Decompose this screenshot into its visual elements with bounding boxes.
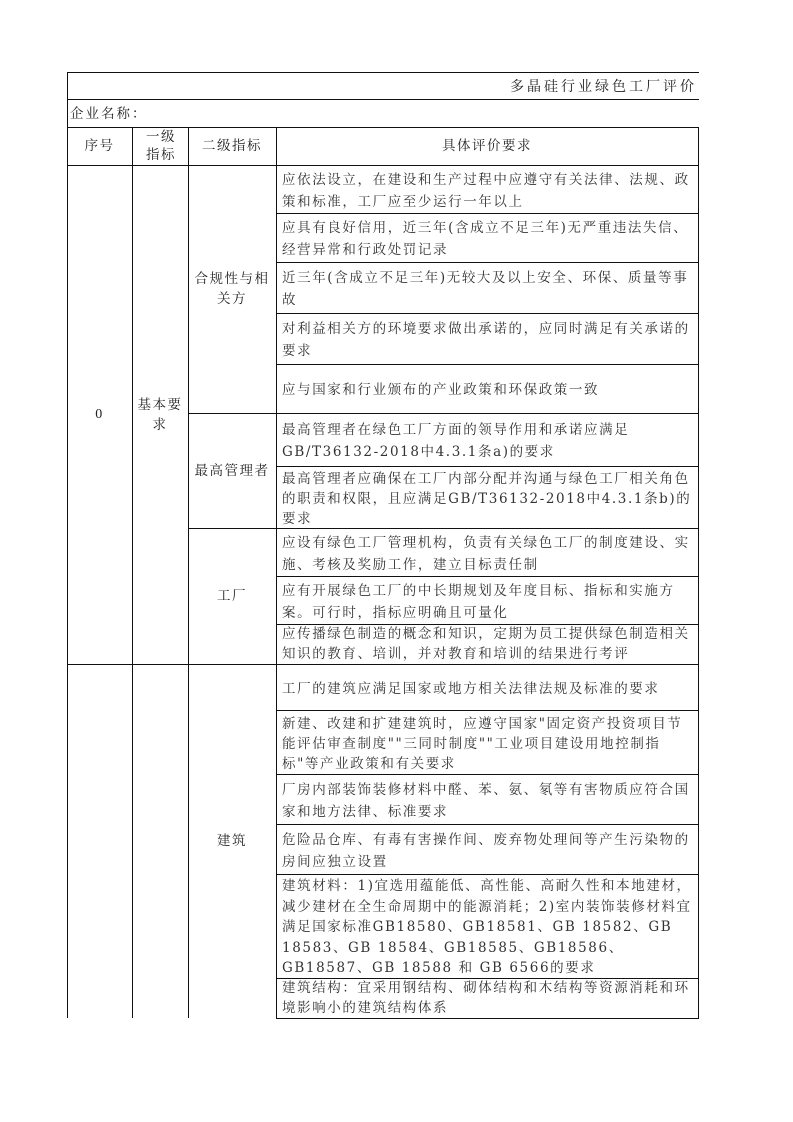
sheet-title: 多晶硅行业绿色工厂评价 [510,79,697,95]
requirement-item: 应设有绿色工厂管理机构，负责有关绿色工厂的制度建设、实施、考核及奖励工作，建立目标责任制 [282,534,690,573]
requirement-item: 最高管理者应确保在工厂内部分配并沟通与绿色工厂相关角色的职责和权限，且应满足GB/T36132-2018中4.3.1条b)的要求 [282,470,692,527]
requirement-item: 建筑材料：1)宜选用蕴能低、高性能、高耐久性和本地建材，减少建材在全生命周期中的能源消耗；2)室内装饰装修材料宜满足国家标准GB18580、GB18581、GB 18582、GB 18583、GB 18584、GB18585、GB18586、GB18587、GB 18588 和 GB 6566的要求 [282,878,692,977]
requirement-item: 工厂的建筑应满足国家或地方相关法律法规及标准的要求 [282,680,660,697]
group-level1: 基本要求 [137,396,183,433]
header-requirements: 具体评价要求 [442,138,532,154]
bottom-border-requirements [276,1018,699,1019]
requirement-item: 应有开展绿色工厂的中长期规划及年度目标、指标和实施方案。可行时，指标应明确且可量化 [282,582,675,621]
subgroup-top-management: 最高管理者 [194,462,270,479]
requirement-item: 应与国家和行业颁布的产业政策和环保政策一致 [282,382,600,398]
title-top-border [67,72,699,73]
subgroup-factory: 工厂 [217,588,247,604]
header-seq: 序号 [84,138,115,154]
requirement-item: 应依法设立，在建设和生产过程中应遵守有关法律、法规、政策和标准，工厂应至少运行一年以上 [282,171,690,210]
requirement-item: 厂房内部装饰装修材料中醛、苯、氨、氡等有害物质应符合国家和地方法律、标准要求 [282,781,690,820]
requirement-item: 近三年(含成立不足三年)无较大及以上安全、环保、质量等事故 [282,270,689,308]
subgroup-compliance: 合规性与相关方 [194,271,270,307]
group-seq: 0 [95,406,104,422]
requirement-item: 建筑结构：宜采用钢结构、砌体结构和木结构等资源消耗和环境影响小的建筑结构体系 [282,980,690,1016]
company-name-label: 企业名称： [70,105,148,122]
requirement-item: 应具有良好信用，近三年(含成立不足三年)无严重违法失信、经营异常和行政处罚记录 [282,220,689,258]
requirement-item: 应传播绿色制造的概念和知识，定期为员工提供绿色制造相关知识的教育、培训，并对教育和培训的结果进行考评 [282,626,690,662]
requirement-item: 最高管理者在绿色工厂方面的领导作用和承诺应满足GB/T36132-2018中4.3.1条a)的要求 [282,422,630,460]
col-line-right [698,127,699,1018]
header-level2: 二级指标 [202,138,262,154]
col-line-seq [132,127,133,1018]
requirement-item: 危险品仓库、有毒有害操作间、废弃物处理间等产生污染物的房间应独立设置 [282,831,690,870]
header-level1: 一级指标 [146,129,176,163]
requirement-item: 新建、改建和扩建建筑时，应遵守国家"固定资产投资项目节能评估审查制度""三同时制度""工业项目建设用地控制指标"等产业政策和有关要求 [282,715,683,772]
requirement-item: 对利益相关方的环境要求做出承诺的，应同时满足有关承诺的要求 [282,321,690,359]
subgroup-building: 建筑 [217,833,247,849]
